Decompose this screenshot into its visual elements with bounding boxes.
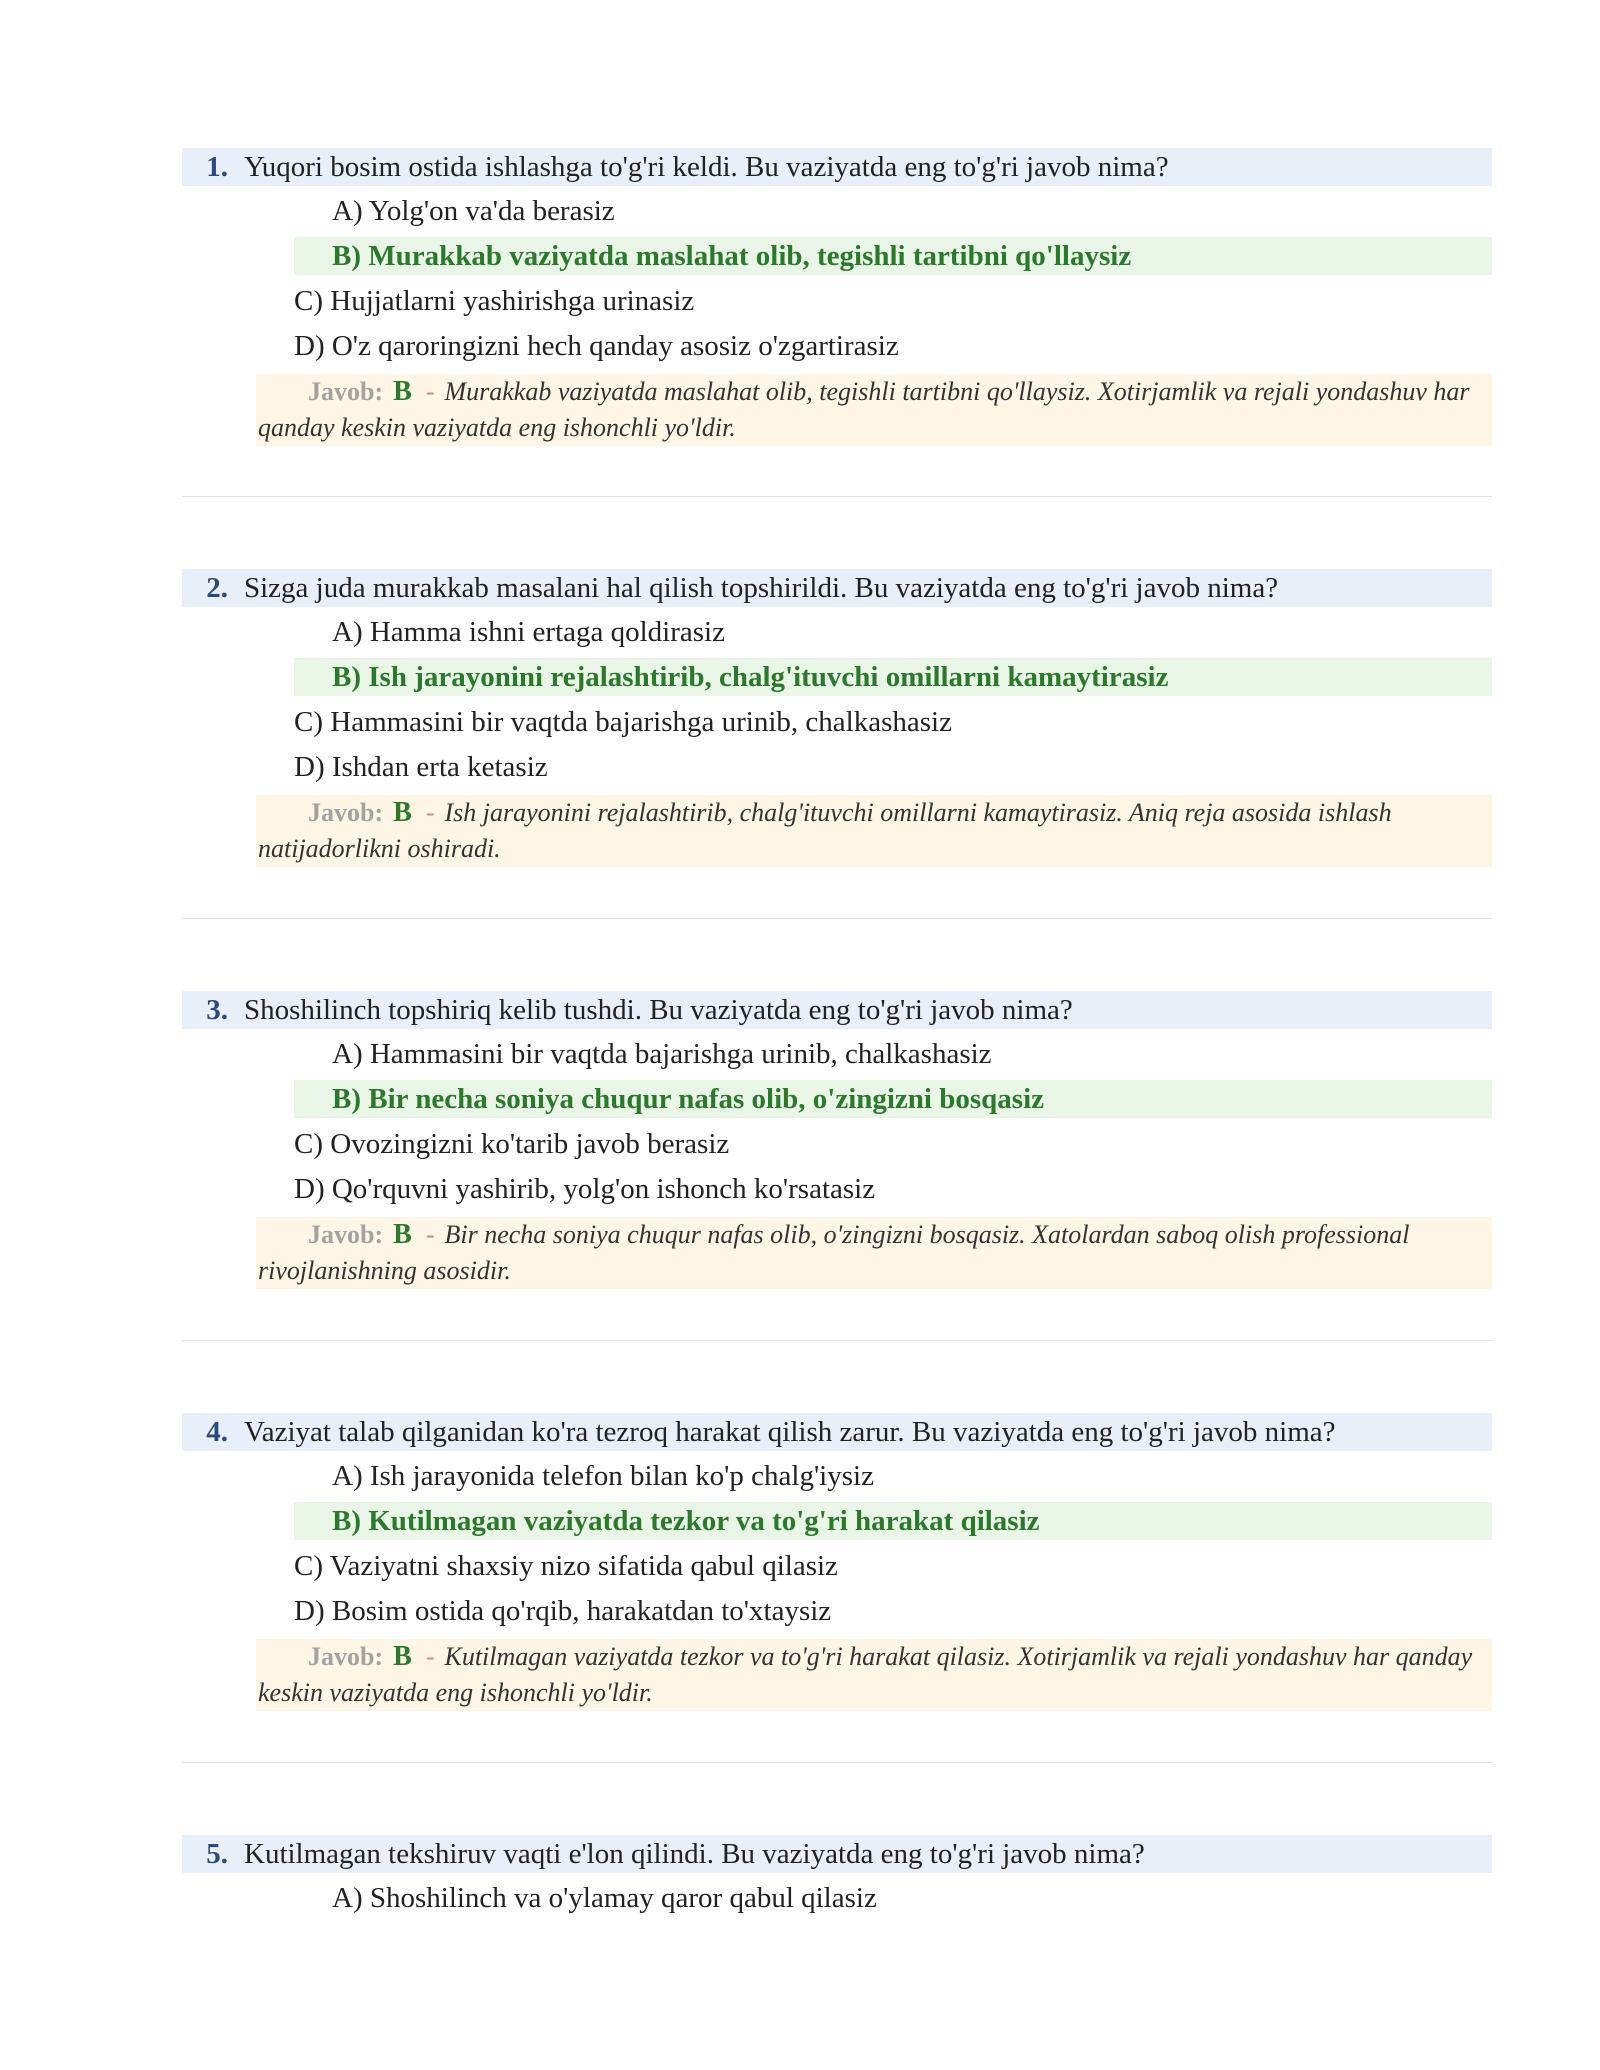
option-d: D) Ishdan erta ketasiz xyxy=(294,750,548,783)
answer-dash: - xyxy=(425,1642,435,1671)
answer-explanation: Bir necha soniya chuqur nafas olib, o'zingizni bosqasiz. Xatolardan saboq olish professional rivojlanishning asosidir. xyxy=(258,1220,1410,1285)
option-d: D) O'z qaroringizni hech qanday asosiz o'zgartirasiz xyxy=(294,329,899,362)
question-number: 5. xyxy=(206,1837,228,1870)
option-a: A) Shoshilinch va o'ylamay qaror qabul qilasiz xyxy=(332,1881,877,1914)
option-b-correct: B) Ish jarayonini rejalashtirib, chalg'ituvchi omillarni kamaytirasiz xyxy=(294,658,1492,696)
question-header xyxy=(182,991,1492,1029)
question-header xyxy=(182,1413,1492,1451)
option-a: A) Yolg'on va'da berasiz xyxy=(332,194,615,227)
question-text: Shoshilinch topshiriq kelib tushdi. Bu vaziyatda eng to'g'ri javob nima? xyxy=(244,993,1073,1026)
answer-box xyxy=(256,374,1492,446)
option-a: A) Ish jarayonida telefon bilan ko'p chalg'iysiz xyxy=(332,1459,874,1492)
option-b-correct: B) Murakkab vaziyatda maslahat olib, tegishli tartibni qo'llaysiz xyxy=(294,237,1492,275)
answer-label: Javob: xyxy=(308,798,384,827)
question-text: Kutilmagan tekshiruv vaqti e'lon qilindi. Bu vaziyatda eng to'g'ri javob nima? xyxy=(244,1837,1145,1870)
answer-letter: B xyxy=(393,376,412,407)
option-b-correct: B) Bir necha soniya chuqur nafas olib, o'zingizni bosqasiz xyxy=(294,1080,1492,1118)
answer-box xyxy=(256,1217,1492,1289)
answer-label: Javob: xyxy=(308,1220,384,1249)
answer-box xyxy=(256,1639,1492,1711)
option-c: C) Hujjatlarni yashirishga urinasiz xyxy=(294,284,695,317)
divider xyxy=(182,1762,1492,1763)
option-a: A) Hamma ishni ertaga qoldirasiz xyxy=(332,615,725,648)
question-text: Yuqori bosim ostida ishlashga to'g'ri keldi. Bu vaziyatda eng to'g'ri javob nima? xyxy=(244,150,1169,183)
question-header xyxy=(182,1835,1492,1873)
divider xyxy=(182,918,1492,919)
option-d: D) Bosim ostida qo'rqib, harakatdan to'xtaysiz xyxy=(294,1594,832,1627)
answer-dash: - xyxy=(425,377,435,406)
question-number: 2. xyxy=(206,571,228,604)
answer-label: Javob: xyxy=(308,377,384,406)
answer-letter: B xyxy=(393,797,412,828)
option-a: A) Hammasini bir vaqtda bajarishga urinib, chalkashasiz xyxy=(332,1037,992,1070)
question-header xyxy=(182,148,1492,186)
option-c: C) Ovozingizni ko'tarib javob berasiz xyxy=(294,1127,730,1160)
answer-dash: - xyxy=(425,1220,435,1249)
question-header xyxy=(182,569,1492,607)
option-b-correct: B) Kutilmagan vaziyatda tezkor va to'g'ri harakat qilasiz xyxy=(294,1502,1492,1540)
answer-explanation: Murakkab vaziyatda maslahat olib, tegishli tartibni qo'llaysiz. Xotirjamlik va rejali yondashuv har qanday keskin vaziyatda eng ishonchli yo'ldir. xyxy=(258,377,1470,442)
answer-label: Javob: xyxy=(308,1642,384,1671)
answer-dash: - xyxy=(425,798,435,827)
answer-box xyxy=(256,795,1492,867)
divider xyxy=(182,496,1492,497)
question-number: 3. xyxy=(206,993,228,1026)
divider xyxy=(182,1340,1492,1341)
question-text: Vaziyat talab qilganidan ko'ra tezroq harakat qilish zarur. Bu vaziyatda eng to'g'ri javob nima? xyxy=(244,1415,1336,1448)
answer-letter: B xyxy=(393,1641,412,1672)
question-number: 1. xyxy=(206,150,228,183)
answer-explanation: Ish jarayonini rejalashtirib, chalg'ituvchi omillarni kamaytirasiz. Aniq reja asosida ishlash natijadorlikni oshiradi. xyxy=(258,798,1392,863)
answer-letter: B xyxy=(393,1219,412,1250)
option-d: D) Qo'rquvni yashirib, yolg'on ishonch ko'rsatasiz xyxy=(294,1172,876,1205)
question-number: 4. xyxy=(206,1415,228,1448)
option-c: C) Vaziyatni shaxsiy nizo sifatida qabul qilasiz xyxy=(294,1549,838,1582)
option-c: C) Hammasini bir vaqtda bajarishga urinib, chalkashasiz xyxy=(294,705,952,738)
answer-explanation: Kutilmagan vaziyatda tezkor va to'g'ri harakat qilasiz. Xotirjamlik va rejali yondashuv har qanday keskin vaziyatda eng ishonchli yo'ldir. xyxy=(258,1642,1473,1707)
question-text: Sizga juda murakkab masalani hal qilish topshirildi. Bu vaziyatda eng to'g'ri javob nima? xyxy=(244,571,1279,604)
